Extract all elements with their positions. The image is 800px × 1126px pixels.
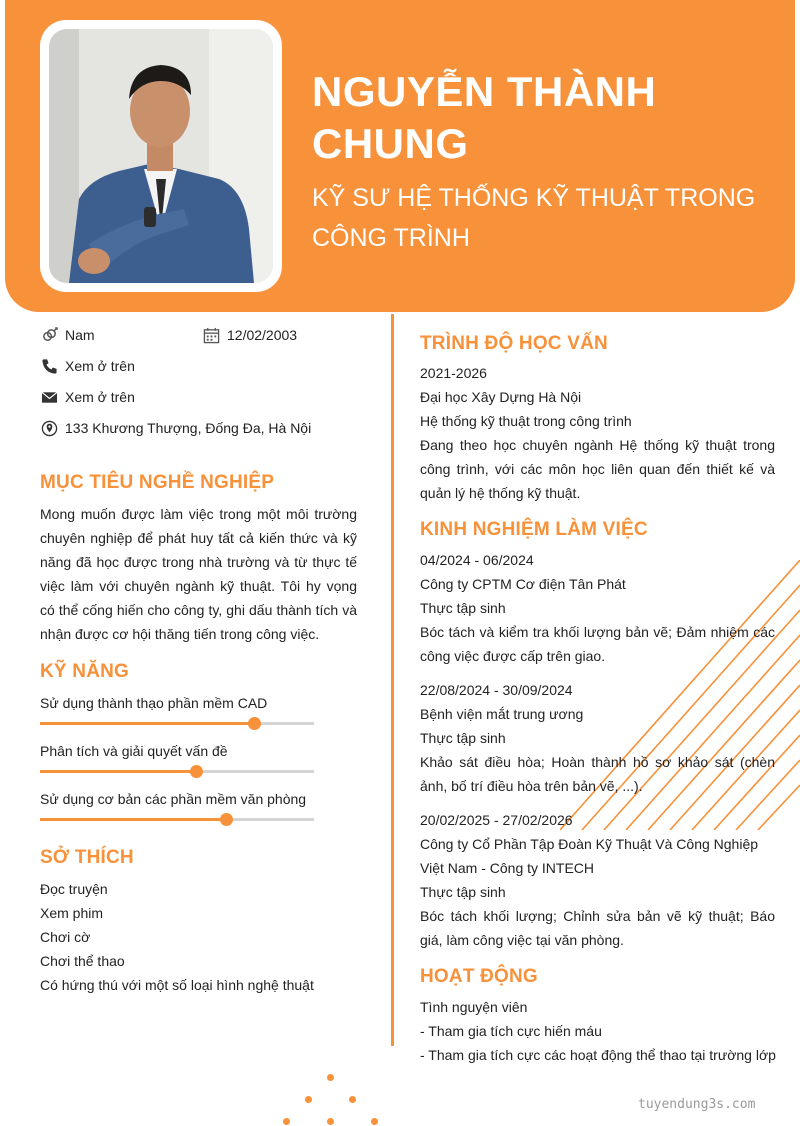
column-divider bbox=[391, 314, 394, 1046]
skill-level-knob bbox=[248, 717, 261, 730]
experience-title: KINH NGHIỆM LÀM VIỆC bbox=[420, 519, 648, 540]
skill-level-fill bbox=[40, 770, 196, 773]
experience-period: 20/02/2025 - 27/02/2026 bbox=[420, 812, 573, 828]
contact-address bbox=[40, 419, 311, 437]
contact-gender bbox=[40, 326, 95, 344]
profile-photo-illustration bbox=[49, 29, 273, 283]
activity-item: Tình nguyện viên bbox=[420, 999, 528, 1015]
activities-title: HOẠT ĐỘNG bbox=[420, 966, 538, 987]
career-goal-text: Mong muốn được làm việc trong một môi trường chuyên nghiệp để phát huy tất cả kiến thức và kỹ năng đã học được trong nhà trường và từ thực tế việc làm với chuyên ngành kỹ thuật. Tôi hy vọng có thể cống hiến cho công ty, ghi dấu thành tích và nhận được cơ hội thăng tiến trong công việc. bbox=[40, 506, 357, 642]
hobby-item: Chơi cờ bbox=[40, 929, 91, 945]
skill-level-track bbox=[40, 770, 314, 773]
skill-level-knob bbox=[190, 765, 203, 778]
experience-company: Công ty CPTM Cơ điện Tân Phát bbox=[420, 576, 626, 592]
experience-role: Thực tập sinh bbox=[420, 884, 506, 900]
hobby-item: Có hứng thú với một số loại hình nghệ thuật bbox=[40, 977, 314, 993]
skill-level-fill bbox=[40, 818, 226, 821]
contact-email bbox=[40, 388, 135, 406]
candidate-job-title: KỸ SƯ HỆ THỐNG KỸ THUẬT TRONG CÔNG TRÌNH bbox=[312, 184, 756, 252]
experience-description: Bóc tách và kiểm tra khối lượng bản vẽ; Đảm nhiệm các công việc được cấp trên giao. bbox=[420, 624, 775, 664]
watermark: tuyendung3s.com bbox=[638, 1097, 756, 1112]
hobby-item: Chơi thể thao bbox=[40, 953, 125, 969]
candidate-name: NGUYỄN THÀNH CHUNG bbox=[312, 68, 657, 167]
skill-level-track bbox=[40, 818, 314, 821]
education-school: Đại học Xây Dựng Hà Nội bbox=[420, 389, 582, 405]
experience-description: Khảo sát điều hòa; Hoàn thành hồ sơ khảo sát (chèn ảnh, bố trí điều hòa trên bản vẽ, ...). bbox=[420, 754, 775, 794]
experience-company: Công ty Cổ Phần Tập Đoàn Kỹ Thuật Và Công Nghiệp Việt Nam - Công ty INTECH bbox=[420, 836, 759, 876]
profile-photo-frame bbox=[40, 20, 282, 292]
skills-title: KỸ NĂNG bbox=[40, 661, 130, 682]
experience-company: Bệnh viện mắt trung ương bbox=[420, 706, 584, 722]
gender-icon bbox=[40, 326, 58, 344]
experience-period: 22/08/2024 - 30/09/2024 bbox=[420, 682, 573, 698]
skill-level-fill bbox=[40, 722, 254, 725]
skill-label: Phân tích và giải quyết vấn đề bbox=[40, 743, 228, 759]
hobbies-title: SỞ THÍCH bbox=[40, 847, 134, 868]
contact-birthdate bbox=[202, 326, 297, 344]
gender-value: Nam bbox=[65, 327, 95, 343]
email-icon bbox=[40, 388, 58, 406]
skill-level-knob bbox=[220, 813, 233, 826]
email-value: Xem ở trên bbox=[65, 389, 135, 405]
calendar-icon bbox=[202, 326, 220, 344]
activity-item: - Tham gia tích cực các hoạt động thể thao tại trường lớp bbox=[420, 1047, 776, 1063]
address-value: 133 Khương Thượng, Đống Đa, Hà Nội bbox=[65, 420, 312, 436]
birthdate-value: 12/02/2003 bbox=[227, 327, 298, 343]
skill-label: Sử dụng thành thạo phần mềm CAD bbox=[40, 695, 268, 711]
education-period: 2021-2026 bbox=[420, 365, 487, 381]
profile-photo bbox=[49, 29, 273, 283]
career-goal-title: MỤC TIÊU NGHỀ NGHIỆP bbox=[40, 472, 275, 493]
education-major: Hệ thống kỹ thuật trong công trình bbox=[420, 413, 632, 429]
contact-phone bbox=[40, 357, 135, 375]
phone-value: Xem ở trên bbox=[65, 358, 135, 374]
education-title: TRÌNH ĐỘ HỌC VẤN bbox=[420, 333, 608, 354]
hobby-item: Đọc truyện bbox=[40, 881, 108, 897]
hobby-item: Xem phim bbox=[40, 905, 104, 921]
education-description: Đang theo học chuyên ngành Hệ thống kỹ thuật trong công trình, với các môn học liên quan đến thiết kế và quản lý hệ thống kỹ thuật. bbox=[420, 437, 775, 501]
skill-level-track bbox=[40, 722, 314, 725]
experience-role: Thực tập sinh bbox=[420, 730, 506, 746]
experience-role: Thực tập sinh bbox=[420, 600, 506, 616]
location-icon bbox=[40, 419, 58, 437]
phone-icon bbox=[40, 357, 58, 375]
experience-period: 04/2024 - 06/2024 bbox=[420, 552, 534, 568]
activity-item: - Tham gia tích cực hiến máu bbox=[420, 1023, 602, 1039]
experience-description: Bóc tách khối lượng; Chỉnh sửa bản vẽ kỹ thuật; Báo giá, làm công việc tại văn phòng. bbox=[420, 908, 775, 948]
skill-label: Sử dụng cơ bản các phần mềm văn phòng bbox=[40, 791, 307, 807]
